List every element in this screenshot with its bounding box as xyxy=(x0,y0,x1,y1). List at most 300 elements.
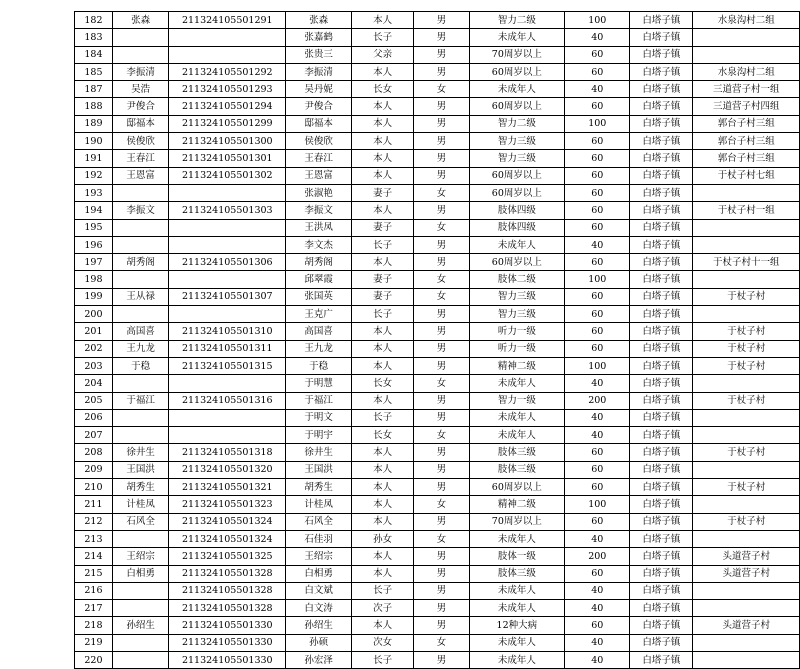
category-cell: 70周岁以上 xyxy=(469,513,565,530)
category-cell: 肢体三级 xyxy=(469,444,565,461)
amount-cell: 60 xyxy=(565,444,630,461)
gender-cell: 女 xyxy=(414,634,469,651)
town-cell: 白塔子镇 xyxy=(630,461,693,478)
town-cell: 白塔子镇 xyxy=(630,582,693,599)
id-number-cell: 211324105501328 xyxy=(169,600,286,617)
id-number-cell: 211324105501325 xyxy=(169,548,286,565)
village-cell: 于杖子村 xyxy=(693,288,800,305)
town-cell: 白塔子镇 xyxy=(630,323,693,340)
gender-cell: 男 xyxy=(414,651,469,668)
amount-cell: 60 xyxy=(565,288,630,305)
household-head-cell xyxy=(112,530,169,547)
category-cell: 60周岁以上 xyxy=(469,184,565,201)
id-number-cell xyxy=(169,375,286,392)
household-head-cell xyxy=(112,236,169,253)
relation-cell: 长子 xyxy=(352,236,414,253)
amount-cell: 200 xyxy=(565,392,630,409)
village-cell: 于杖子村 xyxy=(693,323,800,340)
row-number-cell: 184 xyxy=(75,46,113,63)
town-cell: 白塔子镇 xyxy=(630,496,693,513)
amount-cell: 40 xyxy=(565,81,630,98)
relation-cell: 本人 xyxy=(352,133,414,150)
row-number-cell: 218 xyxy=(75,617,113,634)
gender-cell: 女 xyxy=(414,496,469,513)
row-number-cell: 220 xyxy=(75,651,113,668)
member-name-cell: 孙绍生 xyxy=(286,617,352,634)
gender-cell: 女 xyxy=(414,530,469,547)
town-cell: 白塔子镇 xyxy=(630,513,693,530)
table-row xyxy=(75,167,800,184)
gender-cell: 男 xyxy=(414,357,469,374)
row-number-cell: 194 xyxy=(75,202,113,219)
member-name-cell: 邱翠霞 xyxy=(286,271,352,288)
category-cell: 未成年人 xyxy=(469,409,565,426)
village-cell: 于杖子村 xyxy=(693,340,800,357)
household-head-cell xyxy=(112,582,169,599)
id-number-cell xyxy=(169,219,286,236)
town-cell: 白塔子镇 xyxy=(630,530,693,547)
row-number-cell: 193 xyxy=(75,184,113,201)
amount-cell: 40 xyxy=(565,651,630,668)
table-row xyxy=(75,46,800,63)
member-name-cell: 李文杰 xyxy=(286,236,352,253)
relation-cell: 妻子 xyxy=(352,271,414,288)
amount-cell: 60 xyxy=(565,133,630,150)
relation-cell: 本人 xyxy=(352,167,414,184)
household-head-cell xyxy=(112,634,169,651)
row-number-cell: 202 xyxy=(75,340,113,357)
member-name-cell: 王洪凤 xyxy=(286,219,352,236)
town-cell: 白塔子镇 xyxy=(630,202,693,219)
id-number-cell: 211324105501310 xyxy=(169,323,286,340)
id-number-cell: 211324105501318 xyxy=(169,444,286,461)
gender-cell: 男 xyxy=(414,548,469,565)
amount-cell: 100 xyxy=(565,271,630,288)
village-cell xyxy=(693,29,800,46)
row-number-cell: 198 xyxy=(75,271,113,288)
member-name-cell: 张国英 xyxy=(286,288,352,305)
category-cell: 智力三级 xyxy=(469,306,565,323)
relation-cell: 妻子 xyxy=(352,219,414,236)
gender-cell: 男 xyxy=(414,46,469,63)
amount-cell: 40 xyxy=(565,530,630,547)
amount-cell: 60 xyxy=(565,340,630,357)
category-cell: 60周岁以上 xyxy=(469,254,565,271)
table-row xyxy=(75,392,800,409)
relation-cell: 本人 xyxy=(352,340,414,357)
member-name-cell: 高国喜 xyxy=(286,323,352,340)
table-row xyxy=(75,357,800,374)
category-cell: 未成年人 xyxy=(469,600,565,617)
table-row xyxy=(75,548,800,565)
id-number-cell: 211324105501324 xyxy=(169,513,286,530)
household-head-cell xyxy=(112,409,169,426)
gender-cell: 男 xyxy=(414,461,469,478)
town-cell: 白塔子镇 xyxy=(630,46,693,63)
household-head-cell: 王从禄 xyxy=(112,288,169,305)
id-number-cell: 211324105501330 xyxy=(169,617,286,634)
category-cell: 未成年人 xyxy=(469,634,565,651)
row-number-cell: 199 xyxy=(75,288,113,305)
table-row xyxy=(75,427,800,444)
gender-cell: 女 xyxy=(414,375,469,392)
household-head-cell: 王春江 xyxy=(112,150,169,167)
id-number-cell xyxy=(169,271,286,288)
town-cell: 白塔子镇 xyxy=(630,548,693,565)
table-row xyxy=(75,634,800,651)
town-cell: 白塔子镇 xyxy=(630,115,693,132)
village-cell xyxy=(693,496,800,513)
household-head-cell: 石风全 xyxy=(112,513,169,530)
id-number-cell: 211324105501303 xyxy=(169,202,286,219)
member-name-cell: 王春江 xyxy=(286,150,352,167)
row-number-cell: 191 xyxy=(75,150,113,167)
member-name-cell: 王克广 xyxy=(286,306,352,323)
id-number-cell xyxy=(169,46,286,63)
gender-cell: 女 xyxy=(414,427,469,444)
household-head-cell: 胡秀阁 xyxy=(112,254,169,271)
category-cell: 60周岁以上 xyxy=(469,63,565,80)
member-name-cell: 尹俊合 xyxy=(286,98,352,115)
category-cell: 智力二级 xyxy=(469,12,565,29)
household-head-cell: 吴浩 xyxy=(112,81,169,98)
id-number-cell xyxy=(169,427,286,444)
id-number-cell xyxy=(169,236,286,253)
amount-cell: 60 xyxy=(565,184,630,201)
village-cell: 水泉沟村二组 xyxy=(693,12,800,29)
table-row xyxy=(75,12,800,29)
village-cell: 于杖子村十一组 xyxy=(693,254,800,271)
category-cell: 未成年人 xyxy=(469,29,565,46)
table-row xyxy=(75,444,800,461)
table-row xyxy=(75,133,800,150)
household-head-cell: 尹俊合 xyxy=(112,98,169,115)
category-cell: 精神二级 xyxy=(469,357,565,374)
village-cell xyxy=(693,271,800,288)
town-cell: 白塔子镇 xyxy=(630,133,693,150)
member-name-cell: 孙宏泽 xyxy=(286,651,352,668)
member-name-cell: 胡秀阁 xyxy=(286,254,352,271)
table-row xyxy=(75,600,800,617)
category-cell: 60周岁以上 xyxy=(469,479,565,496)
table-row xyxy=(75,115,800,132)
id-number-cell xyxy=(169,184,286,201)
amount-cell: 60 xyxy=(565,306,630,323)
village-cell xyxy=(693,600,800,617)
id-number-cell: 211324105501307 xyxy=(169,288,286,305)
gender-cell: 男 xyxy=(414,340,469,357)
relation-cell: 本人 xyxy=(352,461,414,478)
household-head-cell: 王恩富 xyxy=(112,167,169,184)
row-number-cell: 196 xyxy=(75,236,113,253)
amount-cell: 40 xyxy=(565,600,630,617)
table-row xyxy=(75,29,800,46)
town-cell: 白塔子镇 xyxy=(630,427,693,444)
gender-cell: 男 xyxy=(414,63,469,80)
id-number-cell: 211324105501294 xyxy=(169,98,286,115)
table-row xyxy=(75,582,800,599)
relation-cell: 父亲 xyxy=(352,46,414,63)
household-head-cell: 侯俊欣 xyxy=(112,133,169,150)
village-cell: 水泉沟村二组 xyxy=(693,63,800,80)
row-number-cell: 197 xyxy=(75,254,113,271)
table-row xyxy=(75,340,800,357)
amount-cell: 100 xyxy=(565,115,630,132)
town-cell: 白塔子镇 xyxy=(630,479,693,496)
relation-cell: 长女 xyxy=(352,375,414,392)
category-cell: 肢体四级 xyxy=(469,219,565,236)
id-number-cell: 211324105501300 xyxy=(169,133,286,150)
village-cell: 于杖子村 xyxy=(693,513,800,530)
row-number-cell: 200 xyxy=(75,306,113,323)
village-cell: 于杖子村一组 xyxy=(693,202,800,219)
relation-cell: 妻子 xyxy=(352,184,414,201)
member-name-cell: 侯俊欣 xyxy=(286,133,352,150)
town-cell: 白塔子镇 xyxy=(630,340,693,357)
member-name-cell: 吴丹妮 xyxy=(286,81,352,98)
table-row xyxy=(75,98,800,115)
id-number-cell: 211324105501315 xyxy=(169,357,286,374)
village-cell: 头道营子村 xyxy=(693,548,800,565)
village-cell: 三道营子村一组 xyxy=(693,81,800,98)
category-cell: 精神二级 xyxy=(469,496,565,513)
gender-cell: 女 xyxy=(414,219,469,236)
household-head-cell: 王九龙 xyxy=(112,340,169,357)
table-row xyxy=(75,184,800,201)
village-cell: 三道营子村四组 xyxy=(693,98,800,115)
id-number-cell: 211324105501299 xyxy=(169,115,286,132)
gender-cell: 男 xyxy=(414,600,469,617)
gender-cell: 男 xyxy=(414,202,469,219)
town-cell: 白塔子镇 xyxy=(630,288,693,305)
table-row xyxy=(75,617,800,634)
row-number-cell: 219 xyxy=(75,634,113,651)
id-number-cell: 211324105501328 xyxy=(169,565,286,582)
village-cell: 郭台子村三组 xyxy=(693,133,800,150)
gender-cell: 男 xyxy=(414,392,469,409)
row-number-cell: 214 xyxy=(75,548,113,565)
relation-cell: 长子 xyxy=(352,409,414,426)
gender-cell: 男 xyxy=(414,133,469,150)
town-cell: 白塔子镇 xyxy=(630,375,693,392)
amount-cell: 200 xyxy=(565,548,630,565)
household-head-cell: 胡秀生 xyxy=(112,479,169,496)
category-cell: 70周岁以上 xyxy=(469,46,565,63)
town-cell: 白塔子镇 xyxy=(630,651,693,668)
category-cell: 肢体三级 xyxy=(469,461,565,478)
relation-cell: 本人 xyxy=(352,150,414,167)
member-name-cell: 白相勇 xyxy=(286,565,352,582)
village-cell: 郭台子村三组 xyxy=(693,150,800,167)
amount-cell: 60 xyxy=(565,479,630,496)
row-number-cell: 217 xyxy=(75,600,113,617)
relation-cell: 长子 xyxy=(352,651,414,668)
table-row xyxy=(75,323,800,340)
relation-cell: 本人 xyxy=(352,513,414,530)
village-cell: 于杖子村 xyxy=(693,392,800,409)
member-name-cell: 于明文 xyxy=(286,409,352,426)
relation-cell: 长子 xyxy=(352,582,414,599)
amount-cell: 100 xyxy=(565,496,630,513)
member-name-cell: 张贵三 xyxy=(286,46,352,63)
row-number-cell: 201 xyxy=(75,323,113,340)
gender-cell: 男 xyxy=(414,306,469,323)
town-cell: 白塔子镇 xyxy=(630,63,693,80)
id-number-cell: 211324105501324 xyxy=(169,530,286,547)
household-head-cell: 高国喜 xyxy=(112,323,169,340)
relation-cell: 本人 xyxy=(352,617,414,634)
member-name-cell: 于明宇 xyxy=(286,427,352,444)
table-row xyxy=(75,565,800,582)
member-name-cell: 王绍宗 xyxy=(286,548,352,565)
member-name-cell: 王恩富 xyxy=(286,167,352,184)
gender-cell: 男 xyxy=(414,409,469,426)
id-number-cell: 211324105501301 xyxy=(169,150,286,167)
gender-cell: 男 xyxy=(414,12,469,29)
category-cell: 未成年人 xyxy=(469,427,565,444)
table-row xyxy=(75,254,800,271)
amount-cell: 60 xyxy=(565,254,630,271)
amount-cell: 100 xyxy=(565,12,630,29)
gender-cell: 男 xyxy=(414,98,469,115)
gender-cell: 男 xyxy=(414,513,469,530)
member-name-cell: 白文斌 xyxy=(286,582,352,599)
member-name-cell: 李振文 xyxy=(286,202,352,219)
member-name-cell: 于福江 xyxy=(286,392,352,409)
relation-cell: 孙女 xyxy=(352,530,414,547)
relation-cell: 次女 xyxy=(352,634,414,651)
gender-cell: 男 xyxy=(414,323,469,340)
category-cell: 智力一级 xyxy=(469,392,565,409)
row-number-cell: 195 xyxy=(75,219,113,236)
member-name-cell: 张淑艳 xyxy=(286,184,352,201)
id-number-cell: 211324105501323 xyxy=(169,496,286,513)
member-name-cell: 徐井生 xyxy=(286,444,352,461)
town-cell: 白塔子镇 xyxy=(630,254,693,271)
row-number-cell: 207 xyxy=(75,427,113,444)
household-head-cell: 邸福本 xyxy=(112,115,169,132)
table-row xyxy=(75,530,800,547)
village-cell xyxy=(693,651,800,668)
amount-cell: 60 xyxy=(565,513,630,530)
table-row xyxy=(75,288,800,305)
row-number-cell: 188 xyxy=(75,98,113,115)
member-name-cell: 王国洪 xyxy=(286,461,352,478)
household-head-cell xyxy=(112,600,169,617)
table-row xyxy=(75,375,800,392)
household-head-cell xyxy=(112,271,169,288)
id-number-cell: 211324105501306 xyxy=(169,254,286,271)
row-number-cell: 190 xyxy=(75,133,113,150)
id-number-cell: 211324105501320 xyxy=(169,461,286,478)
category-cell: 60周岁以上 xyxy=(469,98,565,115)
village-cell xyxy=(693,375,800,392)
amount-cell: 40 xyxy=(565,427,630,444)
relief-roster-table xyxy=(74,11,800,669)
amount-cell: 60 xyxy=(565,98,630,115)
relation-cell: 长女 xyxy=(352,81,414,98)
household-head-cell xyxy=(112,46,169,63)
table-row xyxy=(75,479,800,496)
relation-cell: 本人 xyxy=(352,63,414,80)
amount-cell: 40 xyxy=(565,29,630,46)
household-head-cell: 白相勇 xyxy=(112,565,169,582)
household-head-cell xyxy=(112,29,169,46)
village-cell xyxy=(693,306,800,323)
town-cell: 白塔子镇 xyxy=(630,392,693,409)
town-cell: 白塔子镇 xyxy=(630,306,693,323)
category-cell: 未成年人 xyxy=(469,375,565,392)
category-cell: 肢体三级 xyxy=(469,565,565,582)
amount-cell: 60 xyxy=(565,565,630,582)
gender-cell: 男 xyxy=(414,617,469,634)
village-cell xyxy=(693,427,800,444)
amount-cell: 60 xyxy=(565,46,630,63)
category-cell: 听力一级 xyxy=(469,323,565,340)
household-head-cell: 李振清 xyxy=(112,63,169,80)
member-name-cell: 计桂凤 xyxy=(286,496,352,513)
village-cell xyxy=(693,409,800,426)
row-number-cell: 192 xyxy=(75,167,113,184)
town-cell: 白塔子镇 xyxy=(630,600,693,617)
amount-cell: 40 xyxy=(565,634,630,651)
category-cell: 12种大病 xyxy=(469,617,565,634)
village-cell: 头道营子村 xyxy=(693,617,800,634)
household-head-cell xyxy=(112,184,169,201)
town-cell: 白塔子镇 xyxy=(630,634,693,651)
gender-cell: 男 xyxy=(414,150,469,167)
gender-cell: 男 xyxy=(414,479,469,496)
table-row xyxy=(75,409,800,426)
row-number-cell: 187 xyxy=(75,81,113,98)
gender-cell: 男 xyxy=(414,582,469,599)
relation-cell: 妻子 xyxy=(352,288,414,305)
member-name-cell: 于稳 xyxy=(286,357,352,374)
relation-cell: 长女 xyxy=(352,427,414,444)
town-cell: 白塔子镇 xyxy=(630,271,693,288)
row-number-cell: 205 xyxy=(75,392,113,409)
village-cell xyxy=(693,530,800,547)
table-row xyxy=(75,63,800,80)
table-row xyxy=(75,651,800,668)
village-cell: 头道营子村 xyxy=(693,565,800,582)
table-row xyxy=(75,150,800,167)
id-number-cell: 211324105501330 xyxy=(169,634,286,651)
gender-cell: 男 xyxy=(414,236,469,253)
id-number-cell: 211324105501316 xyxy=(169,392,286,409)
category-cell: 未成年人 xyxy=(469,236,565,253)
household-head-cell: 王绍宗 xyxy=(112,548,169,565)
category-cell: 60周岁以上 xyxy=(469,167,565,184)
village-cell xyxy=(693,236,800,253)
row-number-cell: 189 xyxy=(75,115,113,132)
gender-cell: 男 xyxy=(414,254,469,271)
table-row xyxy=(75,306,800,323)
member-name-cell: 胡秀生 xyxy=(286,479,352,496)
id-number-cell: 211324105501292 xyxy=(169,63,286,80)
id-number-cell: 211324105501321 xyxy=(169,479,286,496)
row-number-cell: 208 xyxy=(75,444,113,461)
relation-cell: 本人 xyxy=(352,479,414,496)
relation-cell: 本人 xyxy=(352,98,414,115)
town-cell: 白塔子镇 xyxy=(630,167,693,184)
relation-cell: 本人 xyxy=(352,323,414,340)
id-number-cell: 211324105501311 xyxy=(169,340,286,357)
household-head-cell: 王国洪 xyxy=(112,461,169,478)
town-cell: 白塔子镇 xyxy=(630,98,693,115)
row-number-cell: 215 xyxy=(75,565,113,582)
row-number-cell: 203 xyxy=(75,357,113,374)
